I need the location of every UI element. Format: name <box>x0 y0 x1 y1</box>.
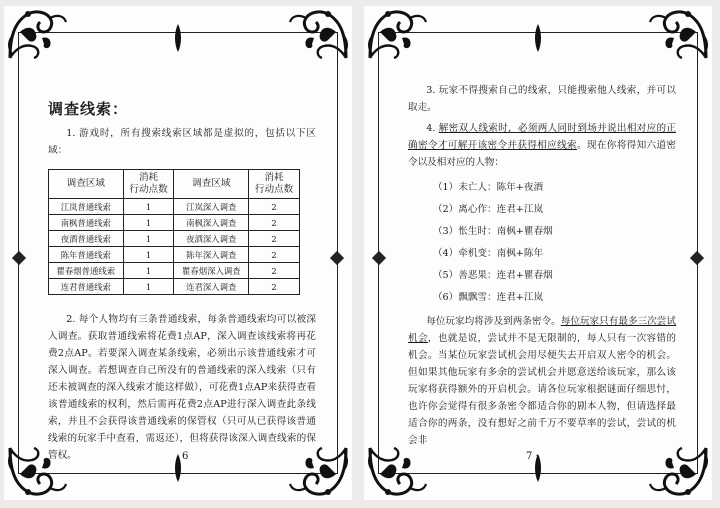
rule-paragraph-2: 2. 每个人物均有三条普通线索，每条普通线索均可以被深入调查。获取普通线索将花费1点AP，深入调查该线索将再花费2点AP。若要深入调查某条线索，必须出示该普通线索才可深入调查。若想调查自己所没有的普通线索的深入线索（只有还未被调查的深入线索才能这样做），可花费1点AP来获得查看该普通线索的权利，然后需再花费2点AP进行深入调查此条线索，并且不会获得该普通线索的保管权（只可从已获得该普通线索的玩家手中查看，需返还），但将获得该深入调查线索的保管权。 <box>48 314 316 461</box>
investigation-zones-table <box>48 169 300 295</box>
paragraph-text: 每位玩家均将涉及到两条密令。 <box>426 316 561 327</box>
table-cell: 2 <box>249 263 300 279</box>
table-header-row <box>49 170 300 199</box>
underlined-rule-text: 每位玩家只有最多三次尝试机会 <box>408 316 677 344</box>
underlined-rule-text: 解密双人线索时，必须两人同时到场并说出相对应的正确密令才可解开该密令并获得相应线索 <box>408 123 677 151</box>
rule-paragraph-5 <box>408 313 676 449</box>
table-cell: 陈年深入调查 <box>174 247 249 263</box>
password-list <box>408 177 676 309</box>
table-row <box>49 247 300 263</box>
page-number: 7 · <box>526 451 539 462</box>
table-cell: 1 <box>123 247 174 263</box>
left-page <box>4 6 352 500</box>
paragraph-text: ，也就是说，尝试并不是无限制的，每人只有一次容错的机会。当某位玩家尝试机会用尽便失去开启双人密令的机会。但如果其他玩家有多余的尝试机会并愿意送给该玩家，那么该玩家将获得额外的开启机会。请各位玩家根据谜面仔细思忖，也许你会觉得有很多条密令都适合你的剧本人物，但请选择最适合你的两条，没有想好之前千万不要草率的尝试，尝试的机会非 <box>408 333 677 446</box>
page-number: 6 <box>182 451 189 462</box>
table-cell: 1 <box>123 215 174 231</box>
list-item: （1）未亡人：陈年+夜酒 <box>432 182 544 193</box>
table-row <box>49 231 300 247</box>
table-cell: 夜酒深入调查 <box>174 231 249 247</box>
table-cell: 南枫普通线索 <box>49 215 124 231</box>
list-item: （6）飘飘雪：连君+江岚 <box>432 292 544 303</box>
table-cell: 2 <box>249 231 300 247</box>
list-item: （4）牵机变：南枫+陈年 <box>432 248 544 259</box>
list-item: （2）离心作：连君+江岚 <box>432 204 544 215</box>
table-header: 消耗 行动点数 <box>123 170 174 199</box>
intro-paragraph: 1. 游戏时，所有搜索线索区域都是虚拟的，包括以下区域： <box>48 128 316 156</box>
table-header: 调查区域 <box>174 170 249 199</box>
table-cell: 2 <box>249 199 300 215</box>
table-cell: 2 <box>249 279 300 295</box>
table-cell: 1 <box>123 199 174 215</box>
table-header: 调查区域 <box>49 170 124 199</box>
table-cell: 1 <box>123 231 174 247</box>
table-cell: 瞿春烟深入调查 <box>174 263 249 279</box>
list-item: （3）怅生时：南枫+瞿春烟 <box>432 226 553 237</box>
table-cell: 夜酒普通线索 <box>49 231 124 247</box>
section-title: 调查线索： <box>48 100 129 118</box>
table-cell: 江岚深入调查 <box>174 199 249 215</box>
corner-ornament-icon <box>366 8 428 60</box>
table-row <box>49 199 300 215</box>
corner-ornament-icon <box>6 8 68 60</box>
table-cell: 瞿春烟普通线索 <box>49 263 124 279</box>
rule-paragraph-3: 3. 玩家不得搜索自己的线索，只能搜索他人线索，并可以取走。 <box>408 85 676 113</box>
right-page-content <box>408 82 676 449</box>
table-cell: 陈年普通线索 <box>49 247 124 263</box>
table-cell: 1 <box>123 263 174 279</box>
table-header: 消耗 行动点数 <box>249 170 300 199</box>
paragraph-number: 4. <box>426 123 439 134</box>
right-page <box>364 6 712 500</box>
corner-ornament-icon <box>366 446 428 498</box>
table-row <box>49 263 300 279</box>
table-cell: 连君深入调查 <box>174 279 249 295</box>
table-cell: 连君普通线索 <box>49 279 124 295</box>
corner-ornament-icon <box>288 8 350 60</box>
border-ornament-icon <box>532 24 544 52</box>
rule-paragraph-4 <box>408 120 676 171</box>
table-cell: 1 <box>123 279 174 295</box>
left-page-content <box>48 98 316 464</box>
table-cell: 江岚普通线索 <box>49 199 124 215</box>
table-cell: 2 <box>249 247 300 263</box>
table-row <box>49 215 300 231</box>
table-cell: 南枫深入调查 <box>174 215 249 231</box>
list-item: （5）善恶果：连君+瞿春烟 <box>432 270 553 281</box>
corner-ornament-icon <box>648 8 710 60</box>
border-ornament-icon <box>172 24 184 52</box>
table-cell: 2 <box>249 215 300 231</box>
corner-ornament-icon <box>648 446 710 498</box>
paragraph-text: 。现在你将得知六道密令以及相对应的人物： <box>408 140 677 168</box>
table-row <box>49 279 300 295</box>
